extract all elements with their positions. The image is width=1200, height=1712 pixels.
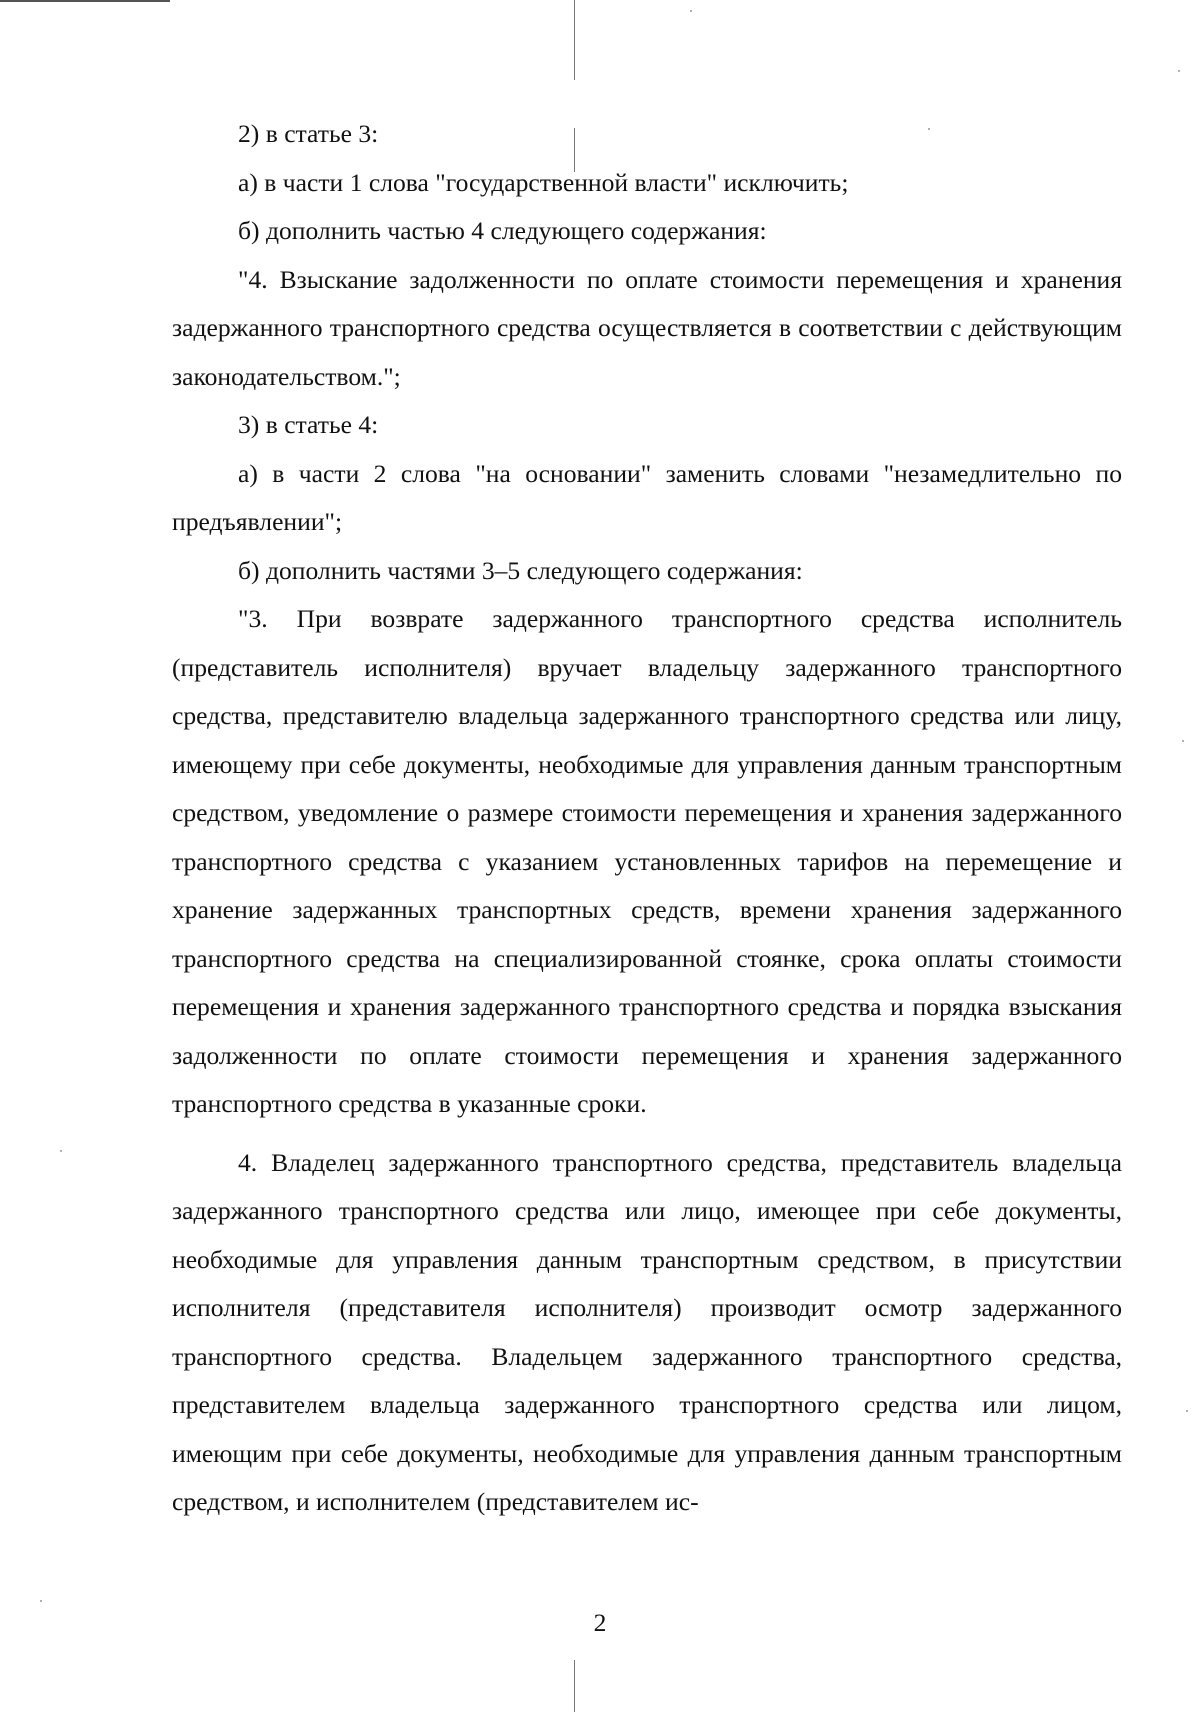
scan-binding-line-top	[574, 0, 575, 80]
paragraph-article-4-part-4: 4. Владелец задержанного транспортного средства, представитель владельца задержанного транспортного средства или лицо, имеющее при себе документы, необходимые для управления данным транспортным средством, в присутствии исполнителя (представителя исполнителя) производит осмотр задержанного транспортного средства. Владельцем задержанного транспортного средства, представителем владельца задержанного транспортного средства или лицом, имеющим при себе документы, необходимые для управления данным транспортным средством, и исполнителем (представителем ис-	[172, 1147, 1122, 1516]
paragraph-article-3-part-4: "4. Взыскание задолженности по оплате стоимости перемещения и хранения задержанного транспортного средства осуществляется в соответствии с действующим законодательством.";	[172, 264, 1122, 391]
paragraph-article-4-part-3: "3. При возврате задержанного транспортного средства исполнитель (представитель исполнителя) вручает владельцу задержанного транспортного средства, представителю владельца задержанного транспортного средства или лицу, имеющему при себе документы, необходимые для управления данным транспортным средством, уведомление о размере стоимости перемещения и хранения задержанного транспортного средства с указанием установленных тарифов на перемещение и хранение задержанных транспортных средств, времени хранения задержанного транспортного средства на специализированной стоянке, срока оплаты стоимости перемещения и хранения задержанного транспортного средства и порядка взыскания задолженности по оплате стоимости перемещения и хранения задержанного транспортного средства в указанные сроки.	[172, 604, 1122, 1118]
scan-speck	[40, 1600, 42, 1602]
page-number: 2	[593, 1608, 607, 1637]
scan-speck	[1178, 70, 1180, 72]
paragraph-article-3-item-a: а) в части 1 слова "государственной власти" исключить;	[238, 167, 849, 197]
document-body	[172, 110, 1122, 1527]
scan-binding-line-bottom	[574, 1660, 575, 1712]
scan-speck	[60, 1150, 62, 1152]
paragraph-article-4-item-a: а) в части 2 слова "на основании" заменить словами "незамедлительно по предъявлении";	[172, 458, 1122, 536]
scan-speck	[690, 10, 692, 12]
scan-speck	[1186, 1410, 1188, 1412]
paragraph-article-4-item-b: б) дополнить частями 3–5 следующего содержания:	[238, 555, 803, 585]
paragraph-article-3-item-b: б) дополнить частью 4 следующего содержания:	[238, 216, 767, 245]
paragraph-article-3-heading: 2) в статье 3:	[238, 119, 379, 148]
scan-speck	[1182, 740, 1184, 742]
paragraph-article-4-heading: 3) в статье 4:	[238, 410, 379, 439]
scan-top-rule	[0, 0, 170, 2]
